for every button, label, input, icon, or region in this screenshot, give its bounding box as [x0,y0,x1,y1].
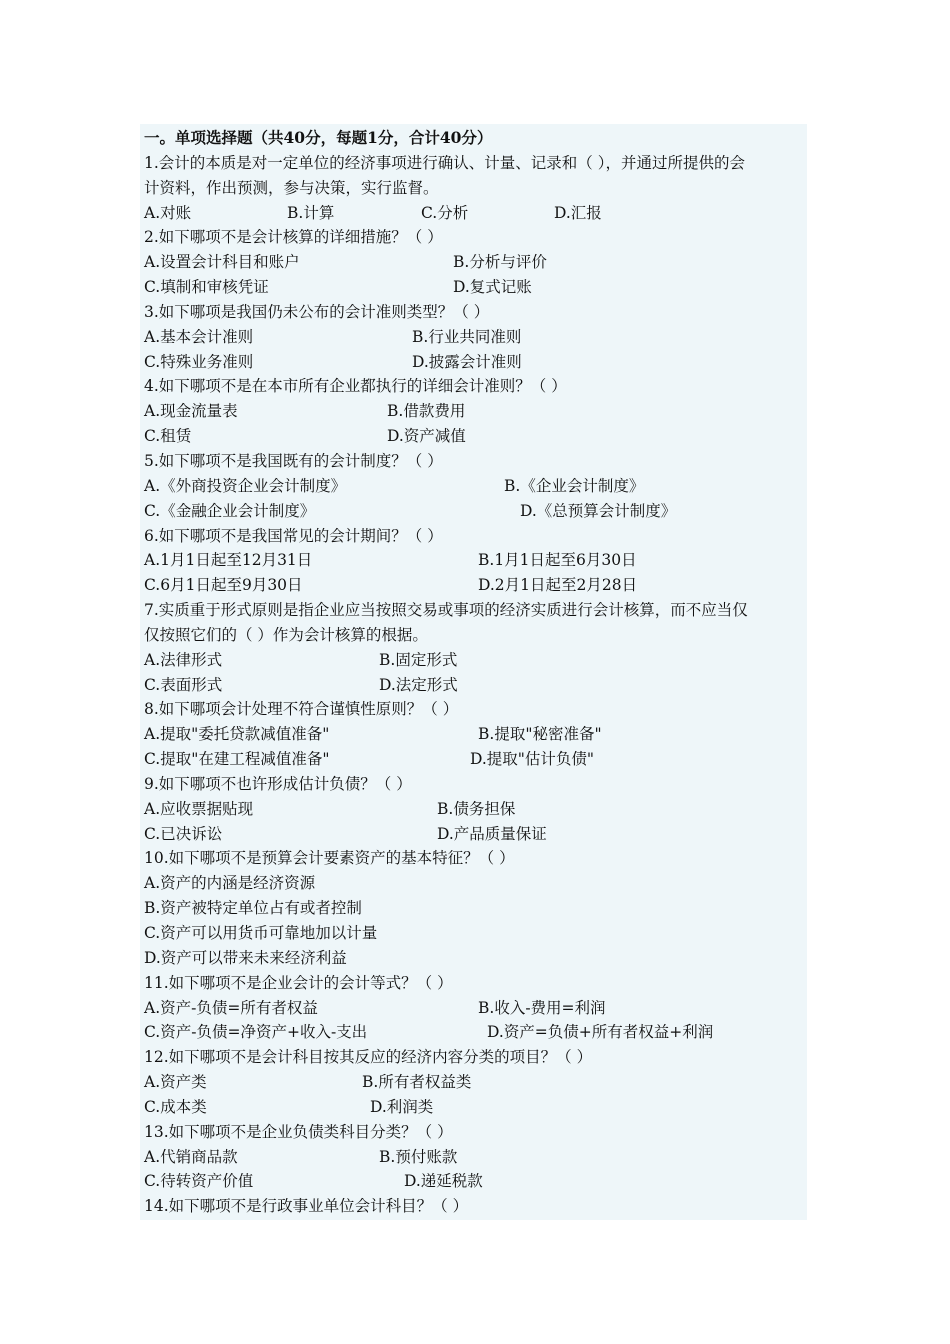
question-stem: 9.如下哪项不也许形成估计负债？（ ） [144,774,412,793]
answer-option: B.1月1日起至6月30日 [478,551,637,570]
option-row [144,499,804,524]
question-stem: 8.如下哪项会计处理不符合谨慎性原则？（ ） [144,700,459,719]
answer-option: D.利润类 [370,1097,434,1116]
answer-option: A.代销商品款 [144,1147,238,1166]
answer-option: A.资产的内涵是经济资源 [144,874,316,893]
option-row [144,648,804,673]
exam-content [144,126,804,1219]
answer-option: B.提取"秘密准备" [478,725,602,744]
answer-option: A.提取"委托贷款减值准备" [144,725,330,744]
option-row [144,1095,804,1120]
question-4 [144,374,804,449]
answer-option: A.对账 [144,203,192,222]
answer-option: C.特殊业务准则 [144,352,254,371]
answer-option: A.资产-负债=所有者权益 [144,998,318,1017]
answer-option: C.待转资产价值 [144,1172,254,1191]
answer-option: D.法定形式 [379,675,458,694]
option-row [144,201,804,226]
option-row [144,822,804,847]
option-row [144,747,804,772]
question-stem: 14.如下哪项不是行政事业单位会计科目？（ ） [144,1197,469,1216]
answer-option: D.产品质量保证 [437,824,547,843]
answer-option: B.债务担保 [437,799,516,818]
option-row [144,275,804,300]
answer-option: D.资产=负债+所有者权益+利润 [487,1023,714,1042]
answer-option: D.汇报 [554,203,602,222]
question-stem: 2.如下哪项不是会计核算的详细措施？（ ） [144,228,443,247]
answer-option: C.资产-负债=净资产+收入-支出 [144,1023,368,1042]
answer-option: B.计算 [287,203,335,222]
section-title: 一。单项选择题（共40分，每题1分，合计40分） [144,128,493,147]
question-stem: 1.会计的本质是对一定单位的经济事项进行确认、计量、记录和（ ），并通过所提供的会 [144,153,745,172]
answer-option: A.1月1日起至12月31日 [144,551,313,570]
answer-option: C.租赁 [144,427,192,446]
answer-option: A.《外商投资企业会计制度》 [144,476,347,495]
question-stem: 4.如下哪项不是在本市所有企业都执行的详细会计准则？（ ） [144,377,567,396]
question-list [144,151,804,1219]
option-row [144,1169,804,1194]
question-stem: 仅按照它们的（ ）作为会计核算的根据。 [144,625,428,644]
answer-option: A.应收票据贴现 [144,799,254,818]
answer-option: C.填制和审核凭证 [144,278,269,297]
option-row [144,896,804,921]
option-row [144,250,804,275]
option-row [144,424,804,449]
answer-option: C.表面形式 [144,675,223,694]
question-7 [144,598,804,697]
question-stem: 6.如下哪项不是我国常见的会计期间？（ ） [144,526,443,545]
question-stem: 7.实质重于形式原则是指企业应当按照交易或事项的经济实质进行会计核算，而不应当仅 [144,601,748,620]
answer-option: B.资产被特定单位占有或者控制 [144,899,362,918]
option-row [144,350,804,375]
answer-option: D.披露会计准则 [412,352,522,371]
question-stem: 13.如下哪项不是企业负债类科目分类？（ ） [144,1122,453,1141]
option-row [144,921,804,946]
question-3 [144,300,804,375]
option-row [144,1145,804,1170]
answer-option: C.提取"在建工程减值准备" [144,750,330,769]
answer-option: B.预付账款 [379,1147,458,1166]
answer-option: C.资产可以用货币可靠地加以计量 [144,924,378,942]
answer-option: B.行业共同准则 [412,327,522,346]
answer-option: C.成本类 [144,1097,207,1116]
answer-option: D.提取"估计负债" [470,750,595,769]
answer-option: B.分析与评价 [453,253,547,272]
answer-option: A.现金流量表 [144,402,238,421]
answer-option: B.借款费用 [387,402,466,421]
question-8 [144,697,804,772]
answer-option: D.资产减值 [387,427,466,446]
question-5 [144,449,804,524]
question-1 [144,151,804,226]
question-12 [144,1045,804,1120]
option-row [144,996,804,1021]
answer-option: C.已决诉讼 [144,824,223,843]
option-row [144,871,804,896]
answer-option: B.固定形式 [379,650,458,669]
answer-option: B.所有者权益类 [362,1073,472,1092]
option-row [144,1070,804,1095]
question-13 [144,1120,804,1195]
answer-option: D.递延税款 [404,1172,483,1191]
question-9 [144,772,804,847]
option-row [144,474,804,499]
question-14 [144,1194,804,1219]
question-stem: 12.如下哪项不是会计科目按其反应的经济内容分类的项目？（ ） [144,1048,593,1067]
question-2 [144,225,804,300]
answer-option: B.收入-费用=利润 [478,998,606,1017]
option-row [144,1020,804,1045]
option-row [144,673,804,698]
answer-option: D.资产可以带来未来经济利益 [144,948,347,967]
option-row [144,946,804,971]
answer-option: A.资产类 [144,1073,207,1092]
question-stem: 10.如下哪项不是预算会计要素资产的基本特征？（ ） [144,849,515,868]
answer-option: D.2月1日起至2月28日 [478,576,638,595]
answer-option: D.复式记账 [453,278,532,297]
option-row [144,548,804,573]
option-row [144,573,804,598]
option-row [144,722,804,747]
option-row [144,797,804,822]
question-stem: 3.如下哪项是我国仍未公布的会计准则类型？（ ） [144,302,490,321]
question-11 [144,971,804,1046]
answer-option: B.《企业会计制度》 [504,476,645,495]
option-row [144,325,804,350]
question-stem: 计资料，作出预测，参与决策，实行监督。 [144,178,439,197]
answer-option: A.法律形式 [144,650,223,669]
question-stem: 5.如下哪项不是我国既有的会计制度？（ ） [144,451,443,470]
answer-option: A.基本会计准则 [144,327,254,346]
answer-option: C.分析 [421,203,469,222]
question-10 [144,846,804,970]
question-stem: 11.如下哪项不是企业会计的会计等式？（ ） [144,973,453,992]
answer-option: C.6月1日起至9月30日 [144,576,303,595]
option-row [144,399,804,424]
answer-option: D.《总预算会计制度》 [520,501,677,520]
answer-option: C.《金融企业会计制度》 [144,501,316,520]
question-6 [144,524,804,599]
answer-option: A.设置会计科目和账户 [144,253,300,272]
